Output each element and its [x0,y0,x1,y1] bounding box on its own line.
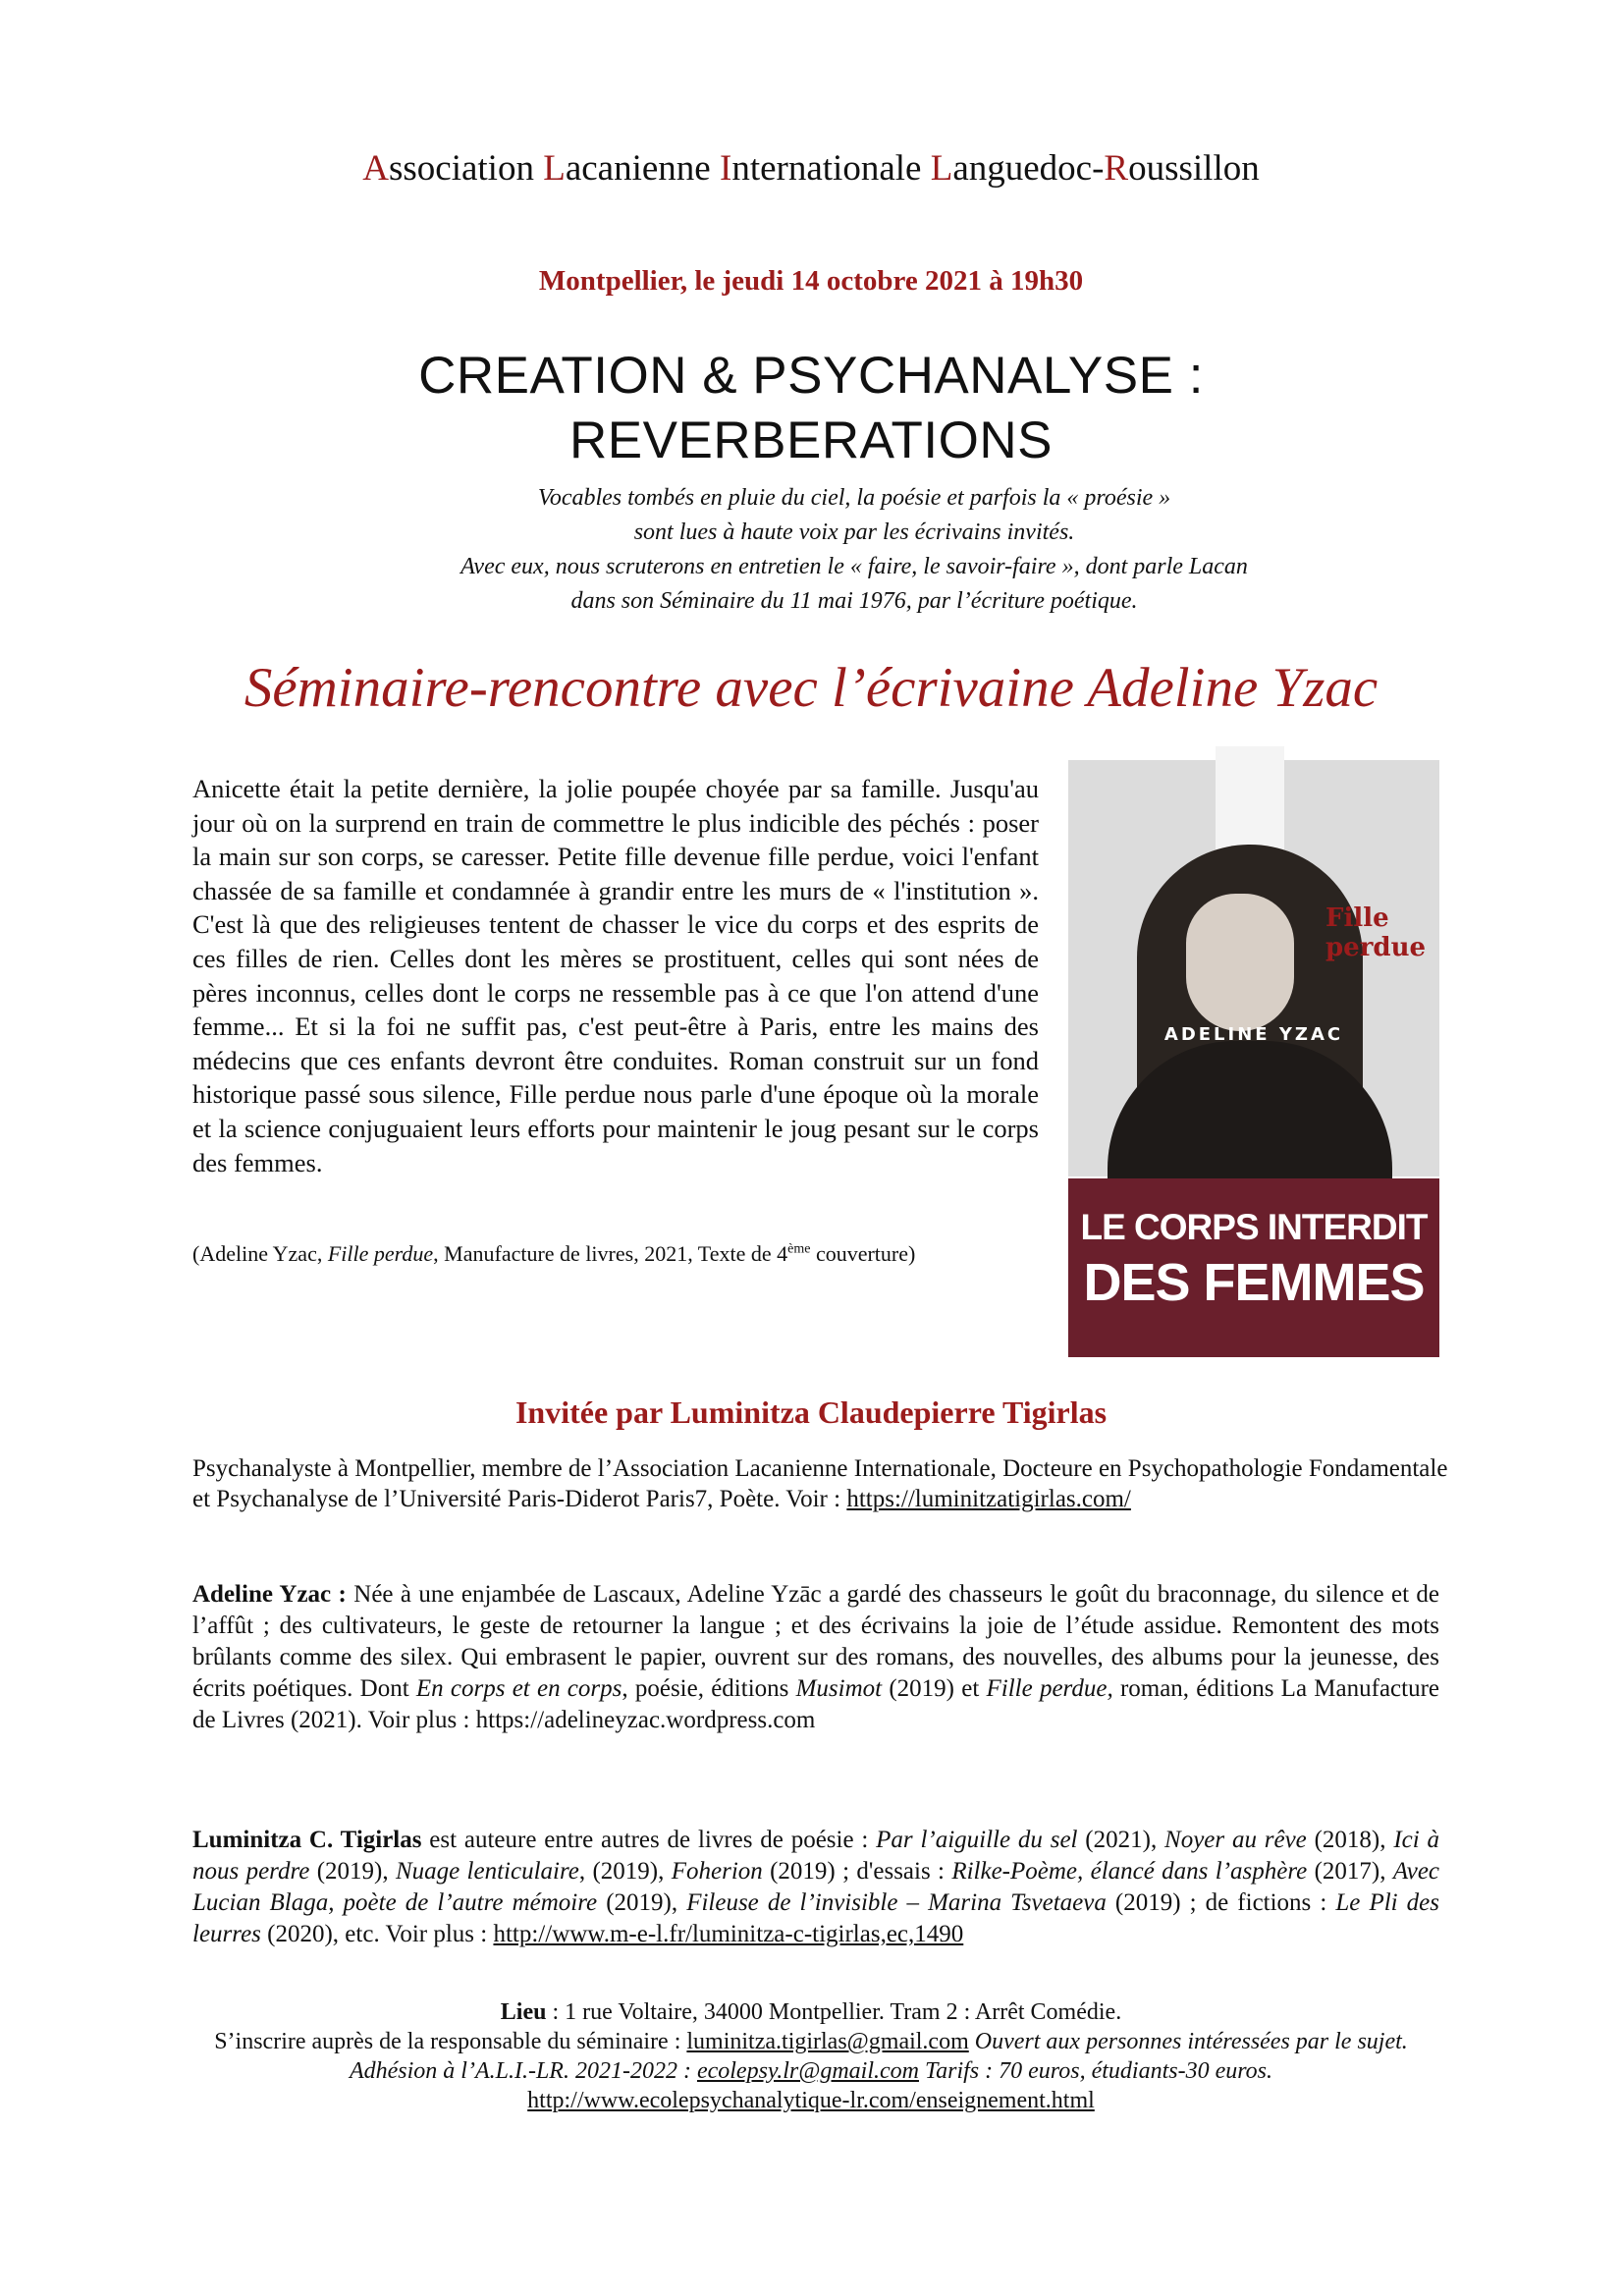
bio-text: (2019), [309,1858,396,1885]
verse-line: sont lues à haute voix par les écrivains invités. [633,519,1075,545]
citation-sup: ème [787,1241,811,1257]
membership-fees: Tarifs : 70 euros, étudiants-30 euros. [918,2058,1273,2084]
event-date: Montpellier, le jeudi 14 octobre 2021 à 19h30 [538,265,1084,297]
book-summary [192,772,1039,1179]
citation-text: , Manufacture de livres, 2021, Texte de 4 [433,1241,788,1266]
school-url-line [0,2086,1622,2115]
book-cover-image [1068,746,1439,1357]
assoc-initial: L [543,148,566,189]
yzac-bio-label: Adeline Yzac : [192,1581,347,1608]
registration-line [0,2027,1622,2056]
tigirlas-bio-label: Luminitza C. Tigirlas [192,1827,422,1853]
invitee-website-link[interactable]: https://luminitzatigirlas.com/ [846,1486,1131,1512]
cover-title-line: perdue [1325,933,1427,962]
bio-text: (2019) ; de fictions : [1106,1889,1336,1916]
publisher-name: Musimot [795,1675,883,1702]
cover-band-text [1068,1200,1439,1310]
invitee-bio-text: Psychanalyste à Montpellier, membre de l’Association Lacanienne Internationale, Docteure en Psychopathologie Fondamentale et Psychanalyse de l’Université Paris-Diderot Paris7, Poète. Voir : [192,1455,1448,1512]
bio-text: (2018), [1306,1827,1394,1853]
bio-text: , poésie, éditions [622,1675,796,1702]
bio-text: roman, éditions La Manufacture de Livres (2021). Voir plus : https://adelineyzac.wordpress.com [192,1675,1439,1733]
work-title: Rilke-Poème, élancé dans l’asphère [951,1858,1308,1885]
venue-label: Lieu [500,1999,547,2025]
tigirlas-website-link[interactable]: http://www.m-e-l.fr/luminitza-c-tigirlas,ec,1490 [493,1921,964,1947]
verse-line: Vocables tombés en pluie du ciel, la poésie et parfois la « proésie » [537,485,1171,511]
event-title-line1: CREATION & PSYCHANALYSE : [418,347,1204,405]
cover-author: ADELINE YZAC [1163,1024,1344,1045]
registration-text: S’inscrire auprès de la responsable du séminaire : [214,2029,687,2054]
verse-line: dans son Séminaire du 11 mai 1976, par l’écriture poétique. [570,588,1138,614]
citation-book: Fille perdue [327,1241,434,1266]
yzac-bio [192,1579,1439,1736]
work-title: En corps et en corps [415,1675,622,1702]
work-title: Par l’aiguille du sel [876,1827,1078,1853]
practical-info [0,1997,1622,2115]
association-name [0,147,1622,190]
intro-verses [432,481,1276,619]
assoc-word: nternationale [731,148,931,189]
venue-text: : 1 rue Voltaire, 34000 Montpellier. Tram 2 : Arrêt Comédie. [546,1999,1122,2025]
cover-band-line: LE CORPS INTERDIT [1080,1207,1428,1247]
bio-text: (2020), etc. Voir plus : [260,1921,494,1947]
school-url-link[interactable]: http://www.ecolepsychanalytique-lr.com/enseignement.html [527,2088,1095,2113]
work-title: Fileuse de l’invisible – Marina Tsvetaeva [686,1889,1107,1916]
bio-text: , (2019), [578,1858,672,1885]
assoc-word: anguedoc- [952,148,1105,189]
work-title: Avec Lucian Blaga, poète de l’autre mémoire [192,1858,1440,1916]
event-title-line2: REVERBERATIONS [569,411,1053,469]
registration-note: Ouvert aux personnes intéressées par le sujet. [968,2029,1408,2054]
bio-text: (2017), [1307,1858,1393,1885]
membership-line [0,2056,1622,2086]
cover-book-title [1325,903,1426,962]
seminar-title: Séminaire-rencontre avec l’écrivaine Adeline Yzac [243,657,1379,719]
membership-email-link[interactable]: ecolepsy.lr@gmail.com [696,2058,919,2084]
work-title: Fille perdue, [986,1675,1113,1702]
assoc-word: ssociation [388,148,544,189]
cover-band-line: DES FEMMES [1083,1253,1425,1312]
tigirlas-bio [192,1825,1439,1950]
work-title: Nuage lenticulaire [395,1858,579,1885]
invitee-bio [192,1453,1449,1514]
invitee-heading: Invitée par Luminitza Claudepierre Tigirlas [514,1394,1108,1430]
assoc-initial: R [1104,148,1129,189]
summary-text: Anicette était la petite dernière, la jolie poupée choyée par sa famille. Jusqu'au jour où on la surprend en train de commettre le plus indicible des péchés : poser la main sur son corps, se caresser. Petite fille devenue fille perdue, voici l'enfant chassée de sa famille et condamnée à grandir entre les murs de « l'institution ». C'est là que des religieuses tentent de chasser le vice du corps et des esprits de ces filles de rien. Celles dont les mères se prostituent, celles qui sont nées de pères inconnus, celles dont le corps ne ressemble pas à ce que l'on attend d'une femme... Et si la foi ne suffit pas, c'est peut-être à Paris, entre les mains des médecins que ces enfants devront être conduites. Roman construit sur un fond historique passé sous silence, Fille perdue nous parle d'une époque où la morale et la science conjuguaient leurs efforts pour maintenir le joug pesant sur le corps des femmes. [192,774,1039,1177]
assoc-initial: I [719,148,732,189]
cover-title-line: Fille [1325,903,1389,933]
cover-girl-face [1186,894,1294,1031]
work-title: Le Pli des leurres [192,1889,1439,1947]
citation-text: couverture) [810,1241,916,1266]
bio-text: (2021), [1077,1827,1165,1853]
verse-line: Avec eux, nous scruterons en entretien le « faire, le savoir-faire », dont parle Lacan [460,554,1248,579]
membership-text: Adhésion à l’A.L.I.-LR. 2021-2022 : [349,2058,697,2084]
assoc-word: acanienne [565,148,720,189]
venue-line [0,1997,1622,2027]
registration-email-link[interactable]: luminitza.tigirlas@gmail.com [686,2029,969,2054]
bio-text: Née à une enjambée de Lascaux, Adeline Yzāc a gardé des chasseurs le goût du braconnage, du silence et de l’affût ; des cultivateurs, le geste de retourner la langue ; et des écrivains la joie de l’étude assidue. Remontent des mots brûlants comme des silex. Qui embrasent le papier, ouvrent sur des romans, des nouvelles, des albums pour la jeunesse, des écrits poétiques. Dont [192,1581,1440,1702]
work-title: Ici à nous perdre [192,1827,1439,1885]
assoc-initial: L [930,148,953,189]
bio-text: (2019), [597,1889,687,1916]
bio-text: (2019) ; d'essais : [762,1858,952,1885]
citation-text: (Adeline Yzac, [192,1241,328,1266]
summary-citation [192,1241,915,1267]
work-title: Noyer au rêve [1164,1827,1307,1853]
assoc-word: oussillon [1128,148,1260,189]
bio-text: (2019) et [882,1675,987,1702]
work-title: Foherion [671,1858,763,1885]
assoc-initial: A [362,148,389,189]
bio-text: est auteure entre autres de livres de poésie : [421,1827,877,1853]
